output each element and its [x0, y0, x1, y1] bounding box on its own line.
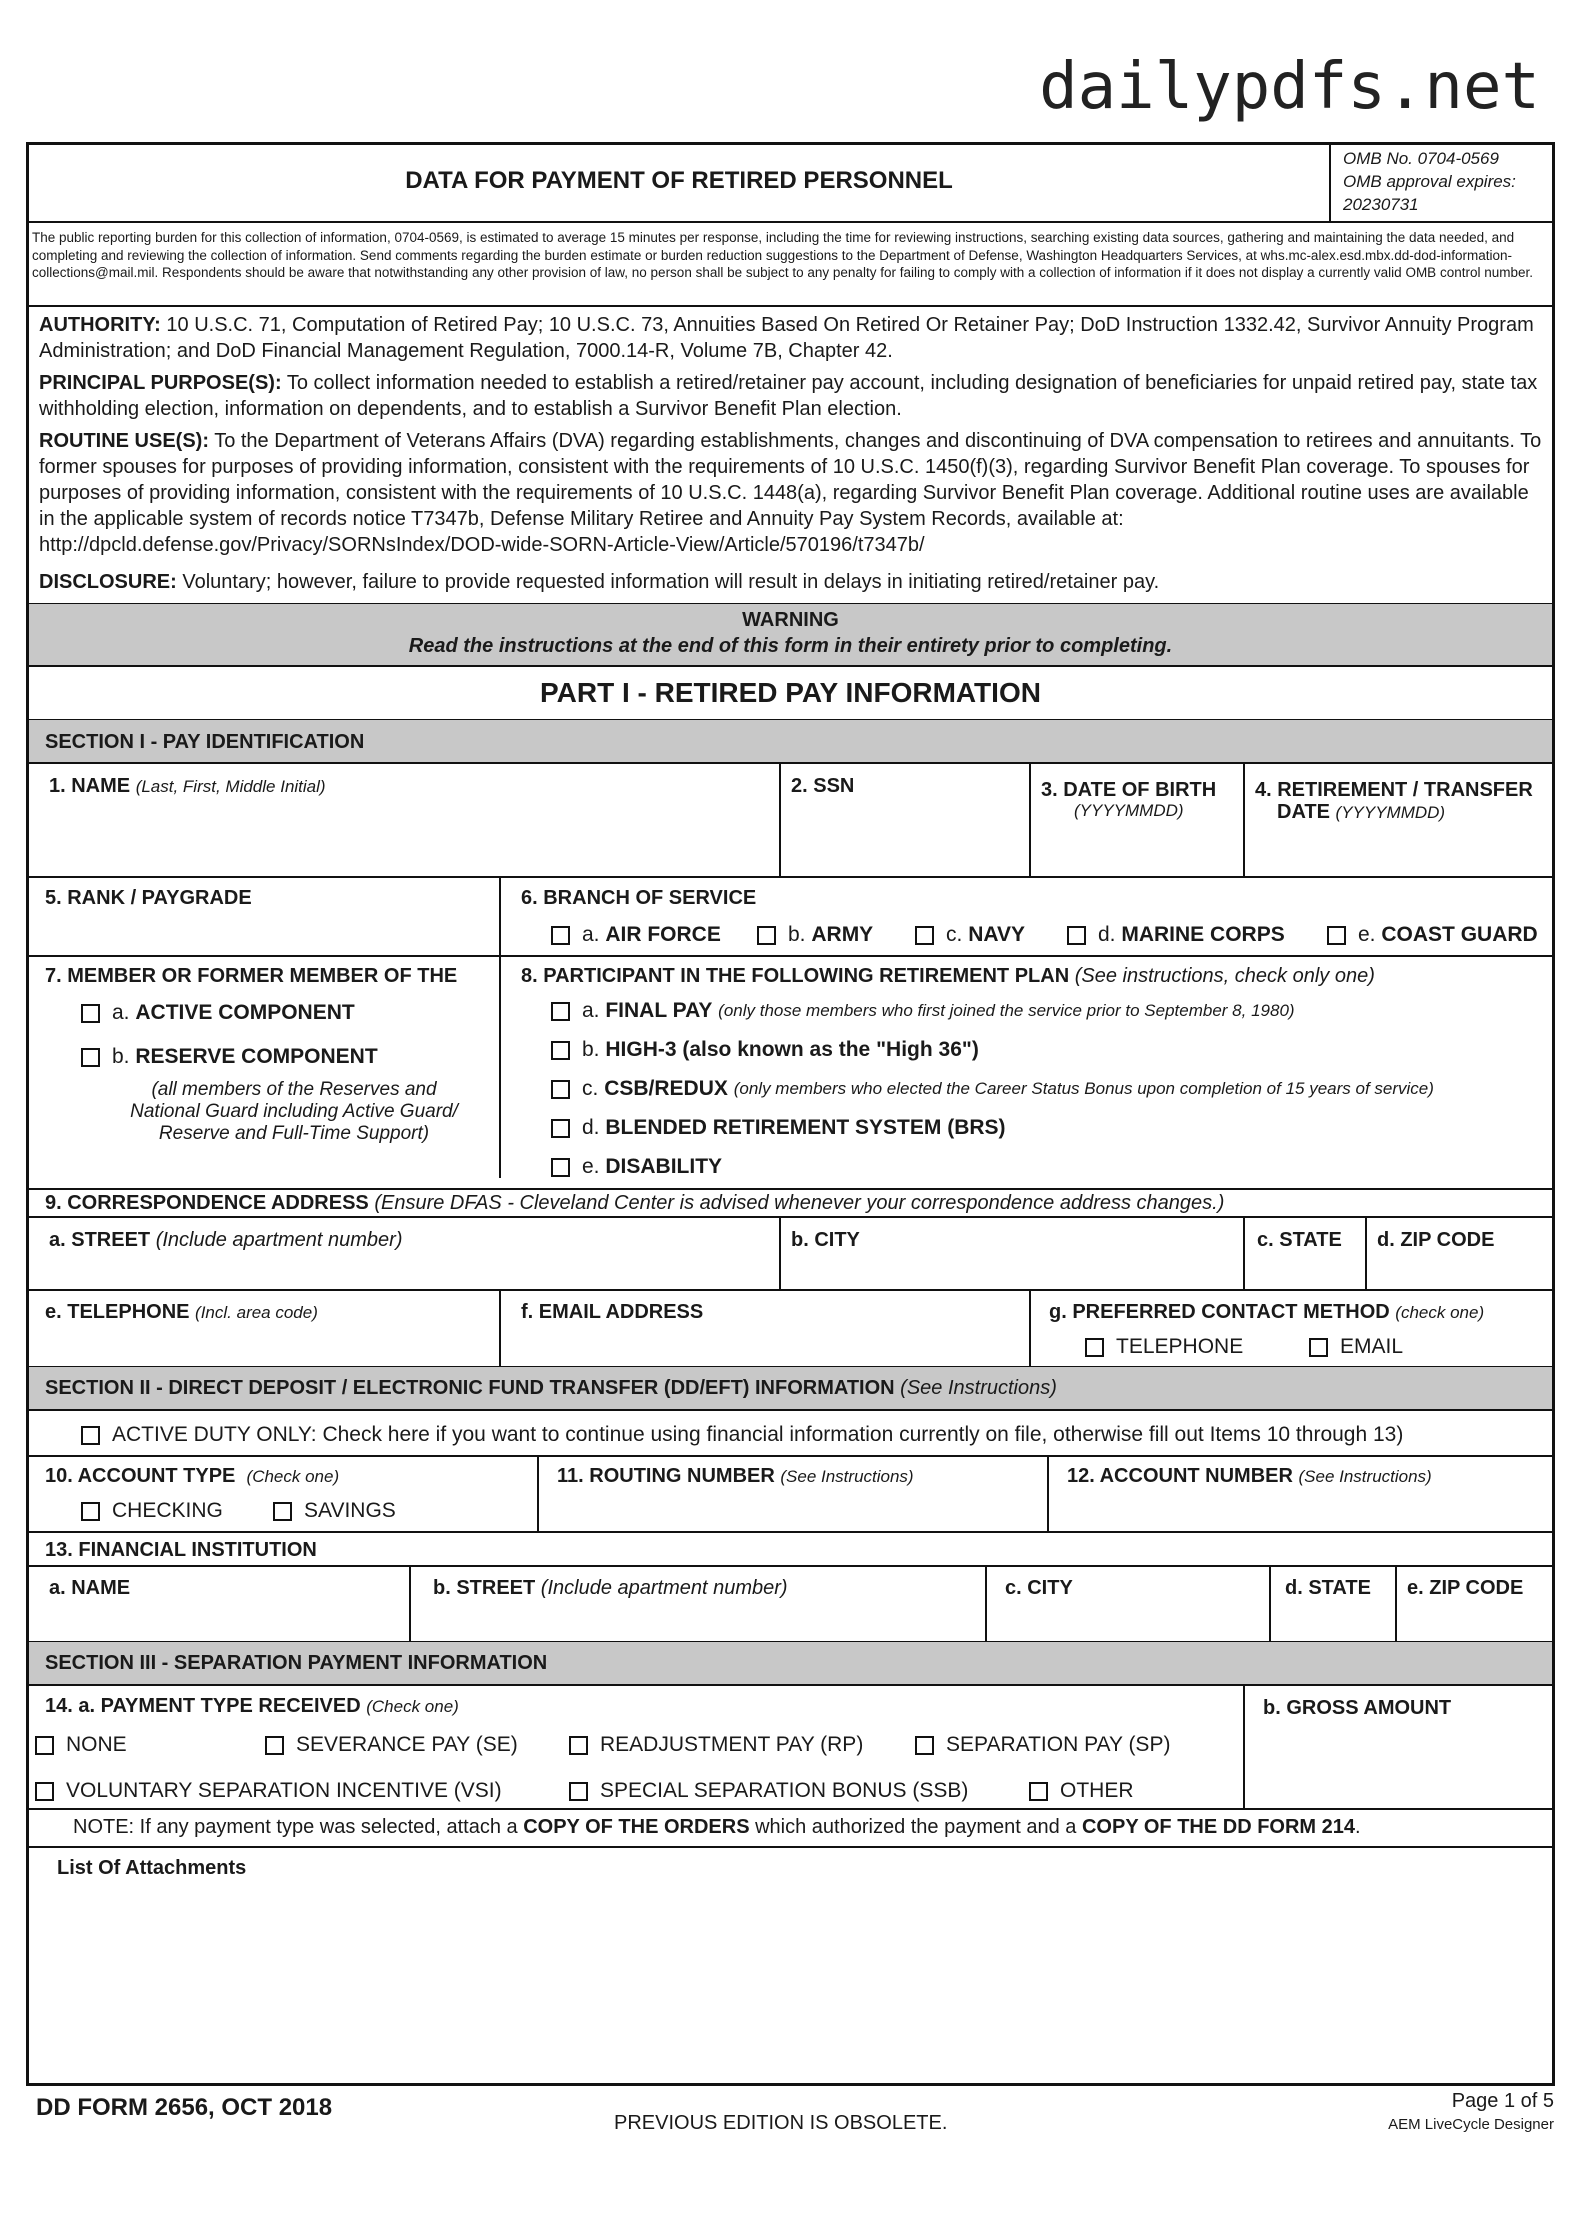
checkbox[interactable]	[915, 926, 934, 945]
checkbox[interactable]	[569, 1782, 588, 1801]
fin-name-label: a. NAME	[49, 1577, 131, 1599]
part-1-title: PART I - RETIRED PAY INFORMATION	[540, 677, 1041, 708]
warning-text: Read the instructions at the end of this form in their entirety prior to completing.	[408, 635, 1173, 657]
account-type-label: 10. ACCOUNT TYPE (Check one)	[45, 1465, 340, 1487]
checkbox[interactable]	[81, 1502, 100, 1521]
routine-uses-paragraph	[39, 428, 1544, 558]
purpose-paragraph	[39, 370, 1544, 422]
city-label: b. CITY	[791, 1229, 860, 1251]
omb-number: OMB No. 0704-0569	[1343, 149, 1499, 168]
checkbox[interactable]	[81, 1004, 100, 1023]
ptype-severance[interactable]: SEVERANCE PAY (SE)	[265, 1733, 518, 1757]
branch-air-force[interactable]: a. AIR FORCE	[551, 923, 721, 947]
member-note: (all members of the Reserves and National Guard including Active Guard/ Reserve and Full-Time Support)	[130, 1079, 458, 1144]
retirement-date-label: 4. RETIREMENT / TRANSFER	[1255, 779, 1533, 801]
routine-text: To the Department of Veterans Affairs (DVA) regarding establishments, changes and discontinuing of DVA compensation to retirees and annuitants. To former spouses for purposes of providing information, consistent with the requirements of 10 U.S.C. 1450(f)(3), regarding Survivor Benefit Plan coverage. To spouses for purposes of providing information, consistent with the requirements of 10 U.S.C. 1448(a), regarding Survivor Benefit Plan coverage. Additional routine uses are available in the applicable system of records notice T7347b, Defense Military Retiree and Annuity Pay System Records, available at: http://dpcld.defense.gov/Privacy/SORNsIndex/DOD-wide-SORN-Article-View/Article/570196/t7347b/	[39, 430, 1542, 556]
active-duty-checkbox[interactable]: ACTIVE DUTY ONLY: Check here if you want to continue using financial information currently on file, otherwise fill out Items 10 through 13)	[81, 1423, 1403, 1447]
fin-city-label: c. CITY	[1005, 1577, 1073, 1599]
contact-method-label: g. PREFERRED CONTACT METHOD (check one)	[1049, 1301, 1485, 1323]
rank-label: 5. RANK / PAYGRADE	[45, 887, 252, 909]
checkbox[interactable]	[757, 926, 776, 945]
checkbox[interactable]	[551, 1041, 570, 1060]
section-3-title: SECTION III - SEPARATION PAYMENT INFORMATION	[45, 1652, 548, 1674]
plan-high-3[interactable]: b. HIGH-3 (also known as the "High 36")	[551, 1038, 979, 1062]
ssn-label: 2. SSN	[791, 775, 855, 797]
attachments-area[interactable]	[33, 1885, 1548, 2081]
contact-telephone[interactable]: TELEPHONE	[1085, 1335, 1243, 1359]
checkbox[interactable]	[569, 1736, 588, 1755]
branch-army[interactable]: b. ARMY	[757, 923, 873, 947]
omb-expires-date: 20230731	[1343, 195, 1419, 214]
ptype-other[interactable]: OTHER	[1029, 1779, 1134, 1803]
checkbox[interactable]	[81, 1426, 100, 1445]
fin-state-label: d. STATE	[1285, 1577, 1371, 1599]
authority-paragraph	[39, 312, 1544, 364]
retirement-date-label-2: DATE (YYYYMMDD)	[1277, 801, 1446, 823]
form-title: DATA FOR PAYMENT OF RETIRED PERSONNEL	[405, 167, 953, 194]
fin-street-label: b. STREET (Include apartment number)	[433, 1577, 788, 1599]
telephone-label: e. TELEPHONE (Incl. area code)	[45, 1301, 318, 1323]
obsolete-notice: PREVIOUS EDITION IS OBSOLETE.	[614, 2112, 948, 2134]
burden-statement: The public reporting burden for this collection of information, 0704-0569, is estimated to average 15 minutes per response, including the time for reviewing instructions, searching existing data sources, gathering and maintaining the data needed, and completing and reviewing the collection of information. Send comments regarding the burden estimate or burden reduction suggestions to the Department of Defense, Washington Headquarters Services, at whs.mc-alex.esd.mbx.dd-dod-information-collections@mail.mil. Respondents should be aware that notwithstanding any other provision of law, no person shall be subject to any penalty for failing to comply with a collection of information if it does not display a currently valid OMB control number.	[32, 230, 1533, 280]
gross-amount-label: b. GROSS AMOUNT	[1263, 1697, 1452, 1719]
section-2-title: SECTION II - DIRECT DEPOSIT / ELECTRONIC FUND TRANSFER (DD/EFT) INFORMATION (See Instructions)	[45, 1377, 1057, 1399]
disclosure-paragraph	[39, 569, 1544, 595]
email-label: f. EMAIL ADDRESS	[521, 1301, 704, 1323]
financial-institution-label: 13. FINANCIAL INSTITUTION	[45, 1539, 317, 1561]
ptype-ssb[interactable]: SPECIAL SEPARATION BONUS (SSB)	[569, 1779, 968, 1803]
fin-zip-label: e. ZIP CODE	[1407, 1577, 1524, 1599]
checkbox[interactable]	[81, 1048, 100, 1067]
plan-final-pay[interactable]: a. FINAL PAY (only those members who first joined the service prior to September 8, 1980)	[551, 999, 1295, 1023]
ptype-vsi[interactable]: VOLUNTARY SEPARATION INCENTIVE (VSI)	[35, 1779, 502, 1803]
dob-hint: (YYYYMMDD)	[1074, 801, 1184, 820]
contact-email[interactable]: EMAIL	[1309, 1335, 1403, 1359]
designer-credit: AEM LiveCycle Designer	[1388, 2116, 1554, 2133]
plan-csb-redux[interactable]: c. CSB/REDUX (only members who elected the Career Status Bonus upon completion of 15 years of service)	[551, 1077, 1434, 1101]
checkbox[interactable]	[1067, 926, 1086, 945]
section-1-title: SECTION I - PAY IDENTIFICATION	[45, 731, 365, 753]
member-label: 7. MEMBER OR FORMER MEMBER OF THE	[45, 965, 458, 987]
street-label: a. STREET (Include apartment number)	[49, 1229, 403, 1251]
disclosure-text: Voluntary; however, failure to provide requested information will result in delays in initiating retired/retainer pay.	[176, 571, 1160, 593]
routing-label: 11. ROUTING NUMBER (See Instructions)	[557, 1465, 914, 1487]
plan-disability[interactable]: e. DISABILITY	[551, 1155, 722, 1179]
purpose-text: To collect information needed to establish a retired/retainer pay account, including designation of beneficiaries for unpaid retired pay, state tax withholding election, information on dependents, and to establish a Survivor Benefit Plan election.	[39, 372, 1538, 420]
authority-label: AUTHORITY:	[39, 314, 161, 336]
branch-label: 6. BRANCH OF SERVICE	[521, 887, 757, 909]
checkbox[interactable]	[551, 926, 570, 945]
page-number: Page 1 of 5	[1451, 2090, 1554, 2112]
attachments-label: List Of Attachments	[57, 1857, 247, 1879]
purpose-label: PRINCIPAL PURPOSE(S):	[39, 372, 282, 394]
ptype-none[interactable]: NONE	[35, 1733, 127, 1757]
checkbox[interactable]	[551, 1158, 570, 1177]
disclosure-label: DISCLOSURE:	[39, 571, 177, 593]
account-savings[interactable]: SAVINGS	[273, 1499, 396, 1523]
checkbox[interactable]	[915, 1736, 934, 1755]
ptype-separation[interactable]: SEPARATION PAY (SP)	[915, 1733, 1170, 1757]
branch-coast-guard[interactable]: e. COAST GUARD	[1327, 923, 1538, 947]
attachment-note: NOTE: If any payment type was selected, attach a COPY OF THE ORDERS which authorized the payment and a COPY OF THE DD FORM 214.	[73, 1816, 1361, 1838]
checkbox[interactable]	[265, 1736, 284, 1755]
zip-label: d. ZIP CODE	[1377, 1229, 1495, 1251]
plan-brs[interactable]: d. BLENDED RETIREMENT SYSTEM (BRS)	[551, 1116, 1006, 1140]
checkbox[interactable]	[1309, 1338, 1328, 1357]
checkbox[interactable]	[1029, 1782, 1048, 1801]
plan-label: 8. PARTICIPANT IN THE FOLLOWING RETIREMENT PLAN (See instructions, check only one)	[521, 965, 1375, 987]
form-id: DD FORM 2656, OCT 2018	[36, 2094, 333, 2121]
checkbox[interactable]	[35, 1736, 54, 1755]
checkbox[interactable]	[551, 1080, 570, 1099]
checkbox[interactable]	[551, 1119, 570, 1138]
authority-text: 10 U.S.C. 71, Computation of Retired Pay; 10 U.S.C. 73, Annuities Based On Retired Or Retainer Pay; DoD Instruction 1332.42, Survivor Annuity Program Administration; and DoD Financial Management Regulation, 7000.14-R, Volume 7B, Chapter 42.	[39, 314, 1534, 362]
checkbox[interactable]	[1327, 926, 1346, 945]
omb-expires-label: OMB approval expires:	[1343, 172, 1516, 191]
state-label: c. STATE	[1257, 1229, 1342, 1251]
branch-navy[interactable]: c. NAVY	[915, 923, 1025, 947]
ptype-readjustment[interactable]: READJUSTMENT PAY (RP)	[569, 1733, 863, 1757]
branch-marine-corps[interactable]: d. MARINE CORPS	[1067, 923, 1285, 947]
watermark: dailypdfs.net	[1039, 50, 1540, 124]
routine-label: ROUTINE USE(S):	[39, 430, 209, 452]
checkbox[interactable]	[35, 1782, 54, 1801]
name-label: 1. NAME (Last, First, Middle Initial)	[49, 775, 326, 797]
payment-type-label: 14. a. PAYMENT TYPE RECEIVED (Check one)	[45, 1695, 459, 1717]
checkbox[interactable]	[273, 1502, 292, 1521]
member-active-component[interactable]: a. ACTIVE COMPONENT	[81, 1001, 355, 1025]
correspondence-label: 9. CORRESPONDENCE ADDRESS (Ensure DFAS - Cleveland Center is advised whenever your correspondence address changes.)	[45, 1192, 1225, 1214]
account-number-label: 12. ACCOUNT NUMBER (See Instructions)	[1067, 1465, 1432, 1487]
dob-label: 3. DATE OF BIRTH	[1041, 779, 1217, 801]
checkbox[interactable]	[1085, 1338, 1104, 1357]
warning-title: WARNING	[742, 609, 839, 631]
account-checking[interactable]: CHECKING	[81, 1499, 223, 1523]
dd-form-2656	[26, 142, 1555, 2086]
checkbox[interactable]	[551, 1002, 570, 1021]
member-reserve-component[interactable]: b. RESERVE COMPONENT	[81, 1045, 378, 1069]
